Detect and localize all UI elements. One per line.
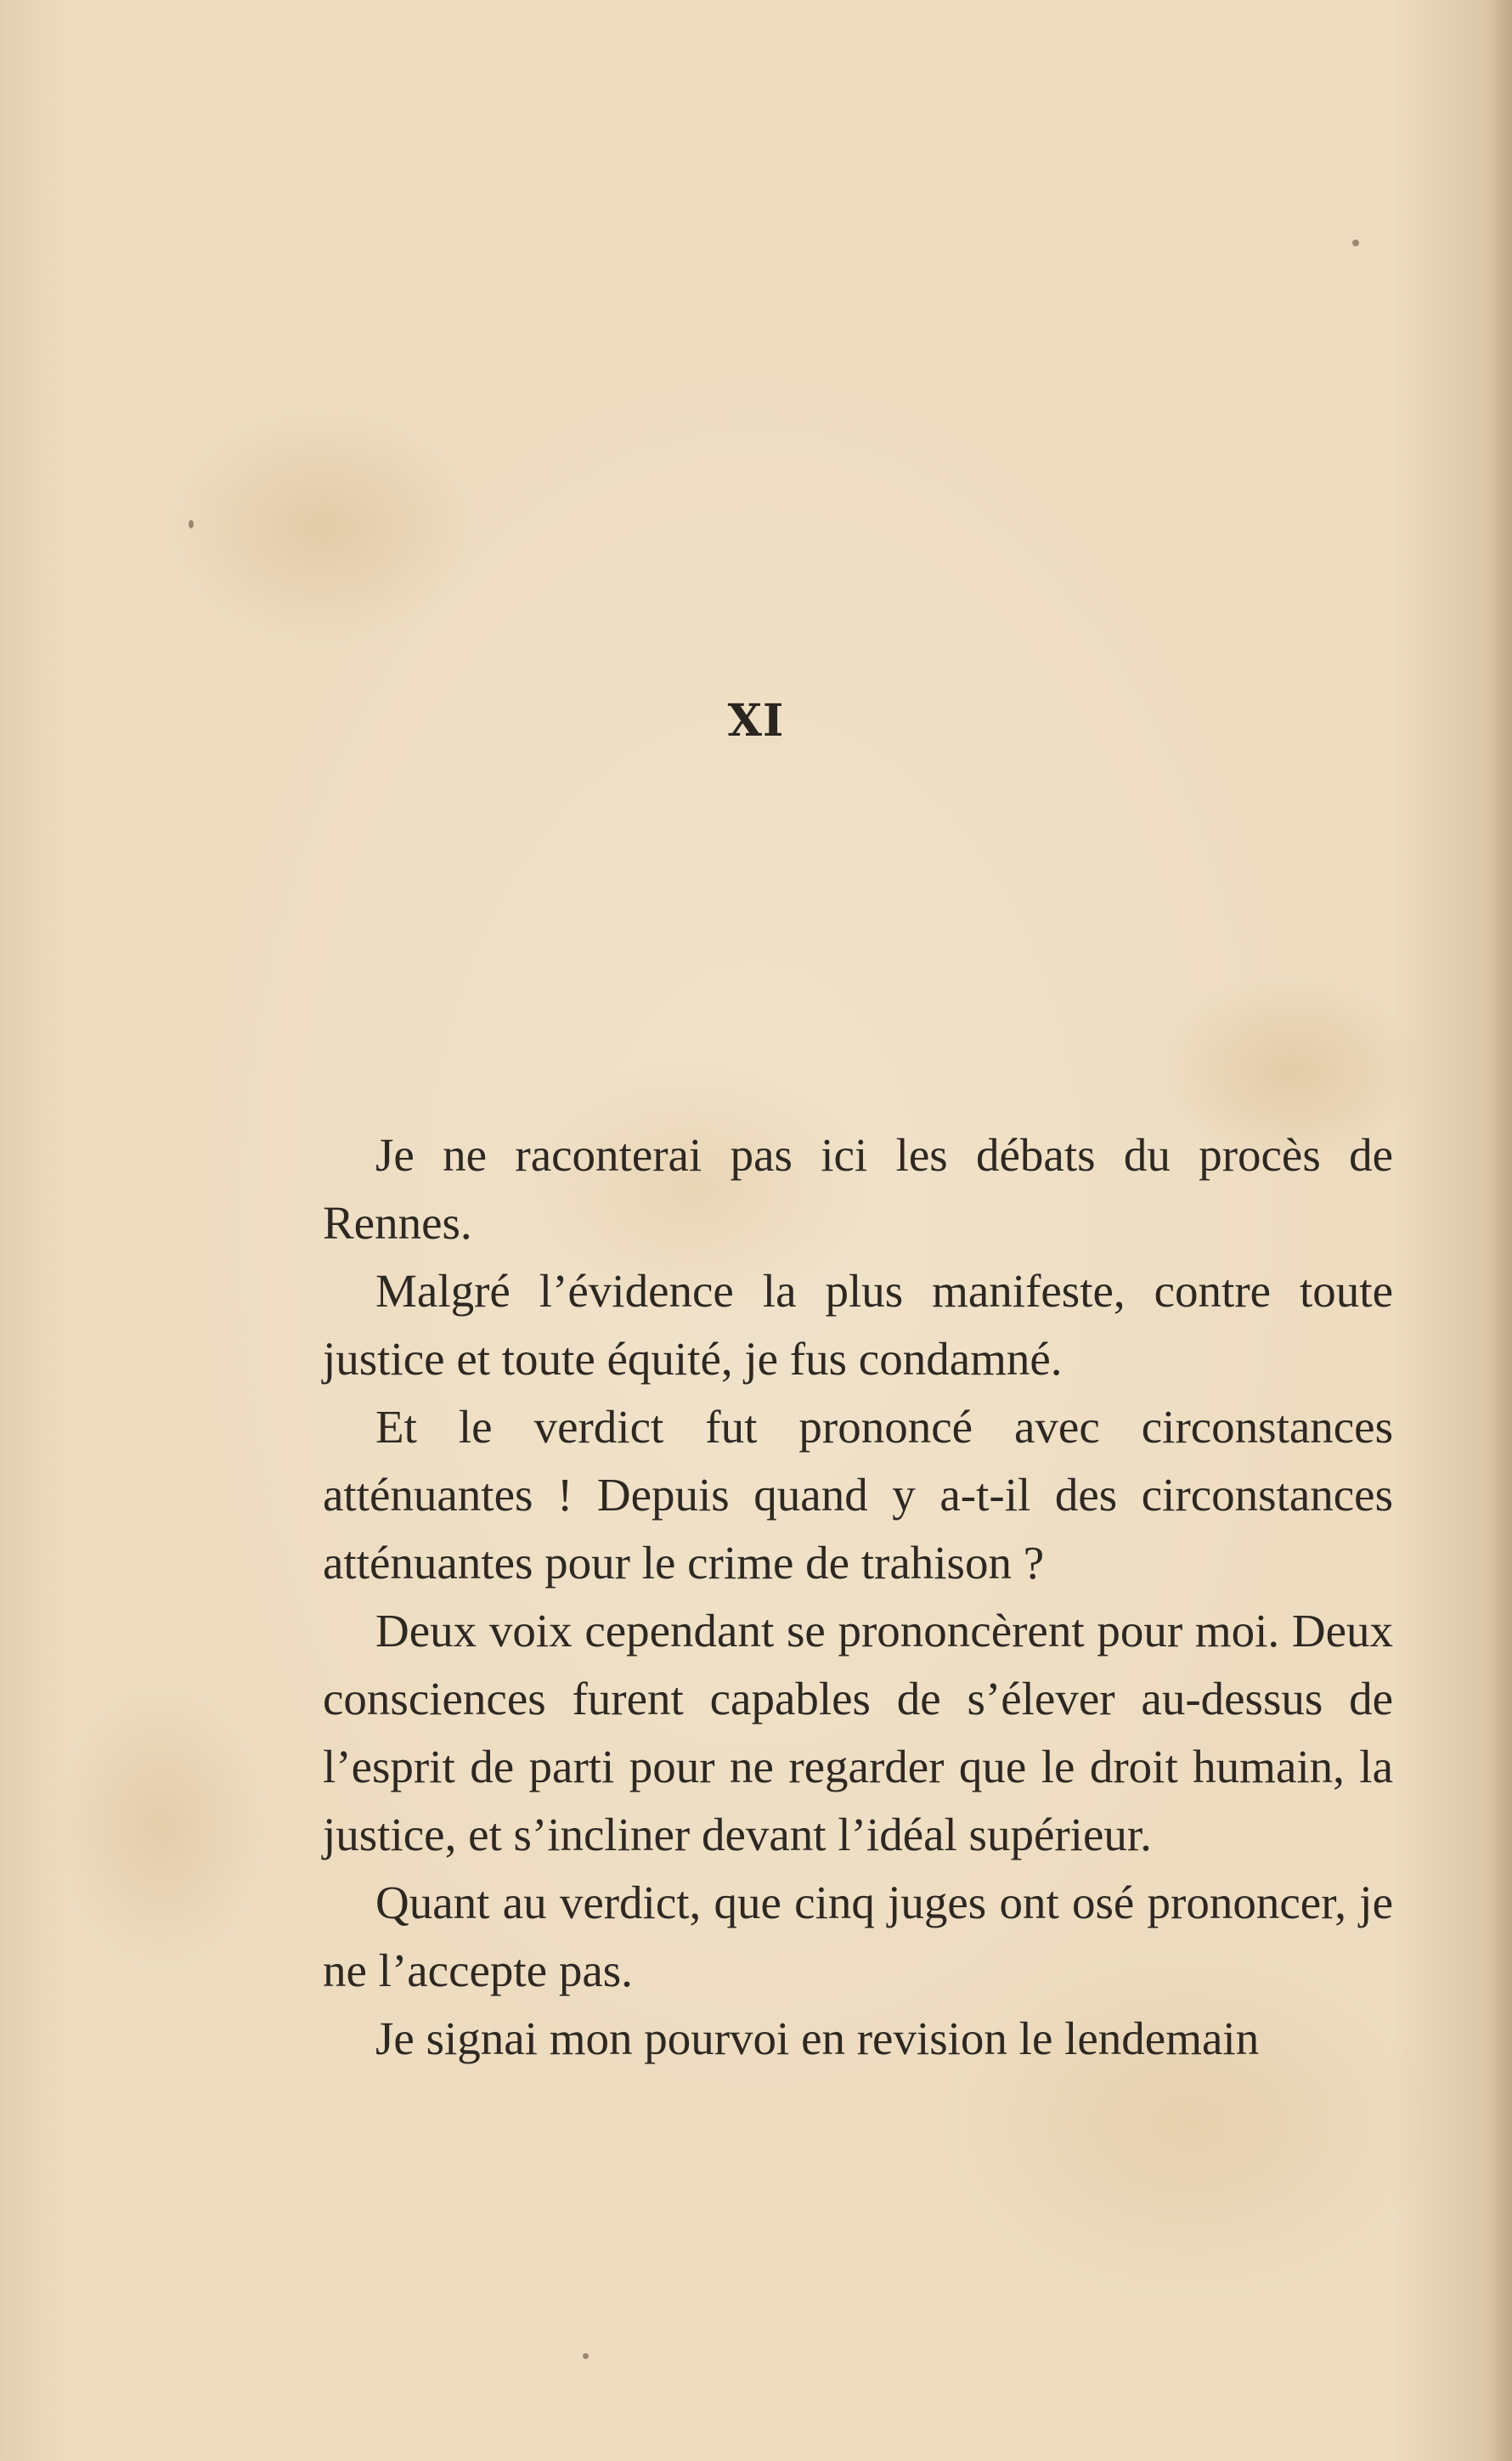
paragraph: Malgré l’évidence la plus manifeste, contre toute justice et toute équité, je fus condamné. xyxy=(323,1265,1393,1385)
ink-speck xyxy=(583,2353,589,2359)
paragraph: Deux voix cependant se prononcèrent pour moi. Deux consciences furent capables de s’élever au-dessus de l’esprit de parti pour ne regarder que le droit humain, la justice, et s’incliner devant l’idéal supérieur. xyxy=(323,1605,1393,1860)
paragraph: Et le verdict fut prononcé avec circonstances atténuantes ! Depuis quand y a-t-il des circonstances atténuantes pour le crime de trahison ? xyxy=(323,1401,1393,1589)
paragraph: Je signai mon pourvoi en revision le lendemain xyxy=(375,2012,1260,2064)
paragraph: Je ne raconterai pas ici les débats du procès de Rennes. xyxy=(323,1129,1393,1249)
ink-speck xyxy=(189,520,194,528)
chapter-heading: XI xyxy=(727,695,785,747)
chapter-text xyxy=(323,1121,1393,2073)
page-edge-shadow xyxy=(1488,0,1512,2461)
ink-speck xyxy=(1352,240,1359,246)
paragraph: Quant au verdict, que cinq juges ont osé prononcer, je ne l’accepte pas. xyxy=(323,1877,1393,1996)
